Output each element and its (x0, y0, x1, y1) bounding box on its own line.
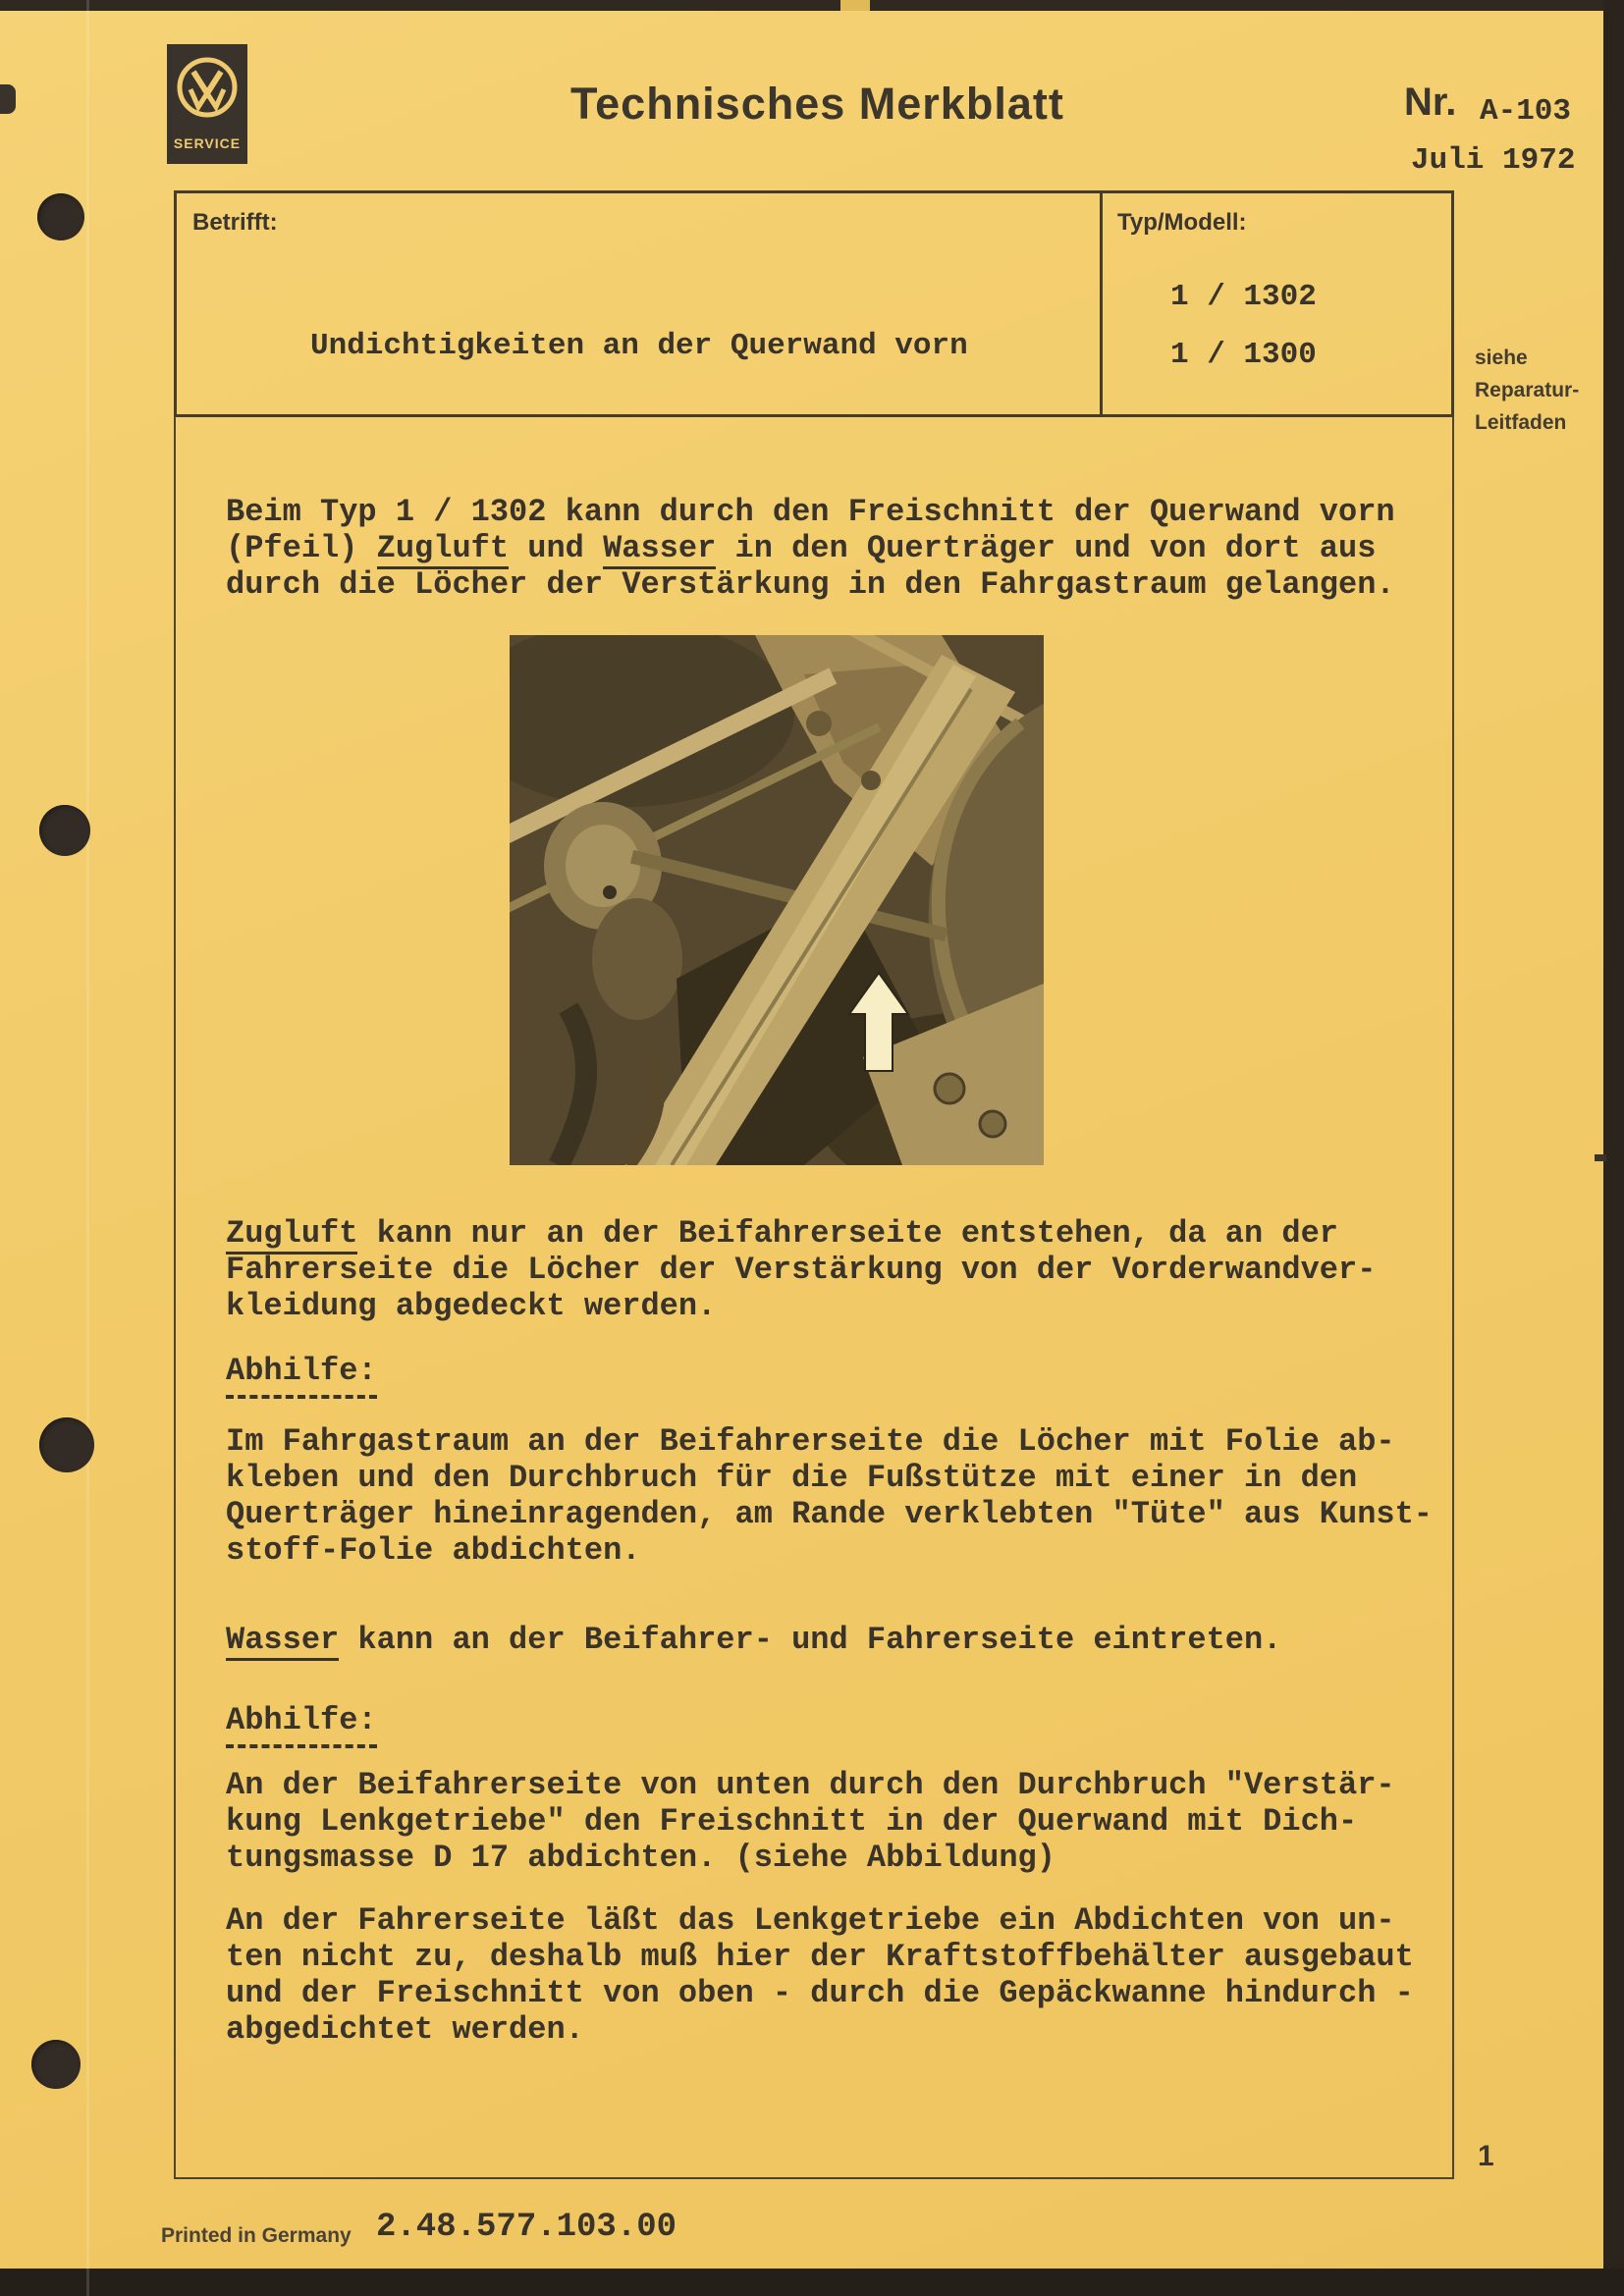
text-line: tungsmasse D 17 abdichten. (siehe Abbildung) (226, 1840, 1056, 1876)
text-line: Querträger hineinragenden, am Rande verklebten "Tüte" aus Kunst- (226, 1496, 1433, 1532)
number-value: A-103 (1480, 94, 1572, 129)
text-line: kleben und den Durchbruch für die Fußstütze mit einer in den (226, 1460, 1358, 1496)
remedy-heading-text: Abhilfe: (226, 1702, 377, 1748)
subject-model-box (174, 190, 1454, 417)
punch-hole (39, 1417, 94, 1472)
model-row: 1 / 1302 (1170, 280, 1317, 314)
text-line: kung Lenkgetriebe" den Freischnitt in der Querwand mit Dich- (226, 1803, 1358, 1840)
remedy-heading-text: Abhilfe: (226, 1353, 377, 1399)
underbody-photo (510, 635, 1044, 1165)
printed-in-germany-label: Printed in Germany (161, 2224, 352, 2247)
remedy-heading (226, 1702, 377, 1748)
service-label: SERVICE (173, 135, 242, 151)
text-line: (Pfeil) Zugluft und Wasser in den Querträger und von dort aus (226, 530, 1395, 566)
page-number: 1 (1478, 2140, 1494, 2172)
body-paragraph (226, 1767, 1395, 1876)
text-line: An der Fahrerseite läßt das Lenkgetriebe ein Abdichten von un- (226, 1902, 1395, 1939)
scan-edge-top (0, 0, 1624, 11)
scan-edge-gap (840, 0, 870, 11)
body-paragraph (226, 1215, 1376, 1324)
text-line: durch die Löcher der Verstärkung in den Fahrgastraum gelangen. (226, 566, 1395, 603)
text-line: Wasser kann an der Beifahrer- und Fahrerseite eintreten. (226, 1622, 1281, 1658)
punch-hole (37, 193, 84, 240)
part-number: 2.48.577.103.00 (376, 2209, 677, 2246)
text-line: abgedichtet werden. (226, 2011, 584, 2048)
document-title: Technisches Merkblatt (570, 79, 1064, 129)
body-paragraph (226, 1902, 1414, 2048)
side-note-line: Reparatur- (1475, 379, 1580, 401)
number-label: Nr. (1404, 80, 1457, 124)
text-line: und der Freischnitt von oben - durch die Gepäckwanne hindurch - (226, 1975, 1414, 2011)
text-line: ten nicht zu, deshalb muß hier der Kraftstoffbehälter ausgebaut (226, 1939, 1414, 1975)
text-line: kleidung abgedeckt werden. (226, 1288, 717, 1324)
subject-text: Undichtigkeiten an der Querwand vorn (310, 329, 968, 363)
side-note (1475, 342, 1579, 439)
text-line: Beim Typ 1 / 1302 kann durch den Freischnitt der Querwand vorn (226, 494, 1395, 530)
remedy-heading (226, 1353, 377, 1399)
body-paragraph (226, 1423, 1433, 1569)
model-row: 1 / 1300 (1170, 338, 1317, 372)
document-date: Juli 1972 (1411, 143, 1576, 178)
box-divider (1100, 193, 1103, 414)
side-note-line: Leitfaden (1475, 411, 1567, 434)
text-line: stoff-Folie abdichten. (226, 1532, 641, 1569)
text-line: Fahrerseite die Löcher der Verstärkung von der Vorderwandver- (226, 1252, 1377, 1288)
text-line: An der Beifahrerseite von unten durch den Durchbruch "Verstär- (226, 1767, 1395, 1803)
vw-service-logo (167, 44, 247, 164)
scan-mark (0, 84, 16, 114)
betrifft-label: Betrifft: (192, 209, 278, 236)
punch-hole (31, 2040, 81, 2089)
typ-modell-label: Typ/Modell: (1117, 209, 1247, 236)
scan-edge-bottom (0, 2269, 1624, 2296)
side-note-line: siehe (1475, 347, 1528, 369)
scan-edge-right (1603, 0, 1624, 2296)
scan-mark (1595, 1154, 1606, 1161)
punch-hole (39, 805, 90, 856)
body-paragraph (226, 494, 1395, 603)
text-line: Im Fahrgastraum an der Beifahrerseite die Löcher mit Folie ab- (226, 1423, 1395, 1460)
body-paragraph (226, 1622, 1281, 1658)
paper-crease (86, 0, 89, 2296)
text-line: Zugluft kann nur an der Beifahrerseite entstehen, da an der (226, 1215, 1376, 1252)
